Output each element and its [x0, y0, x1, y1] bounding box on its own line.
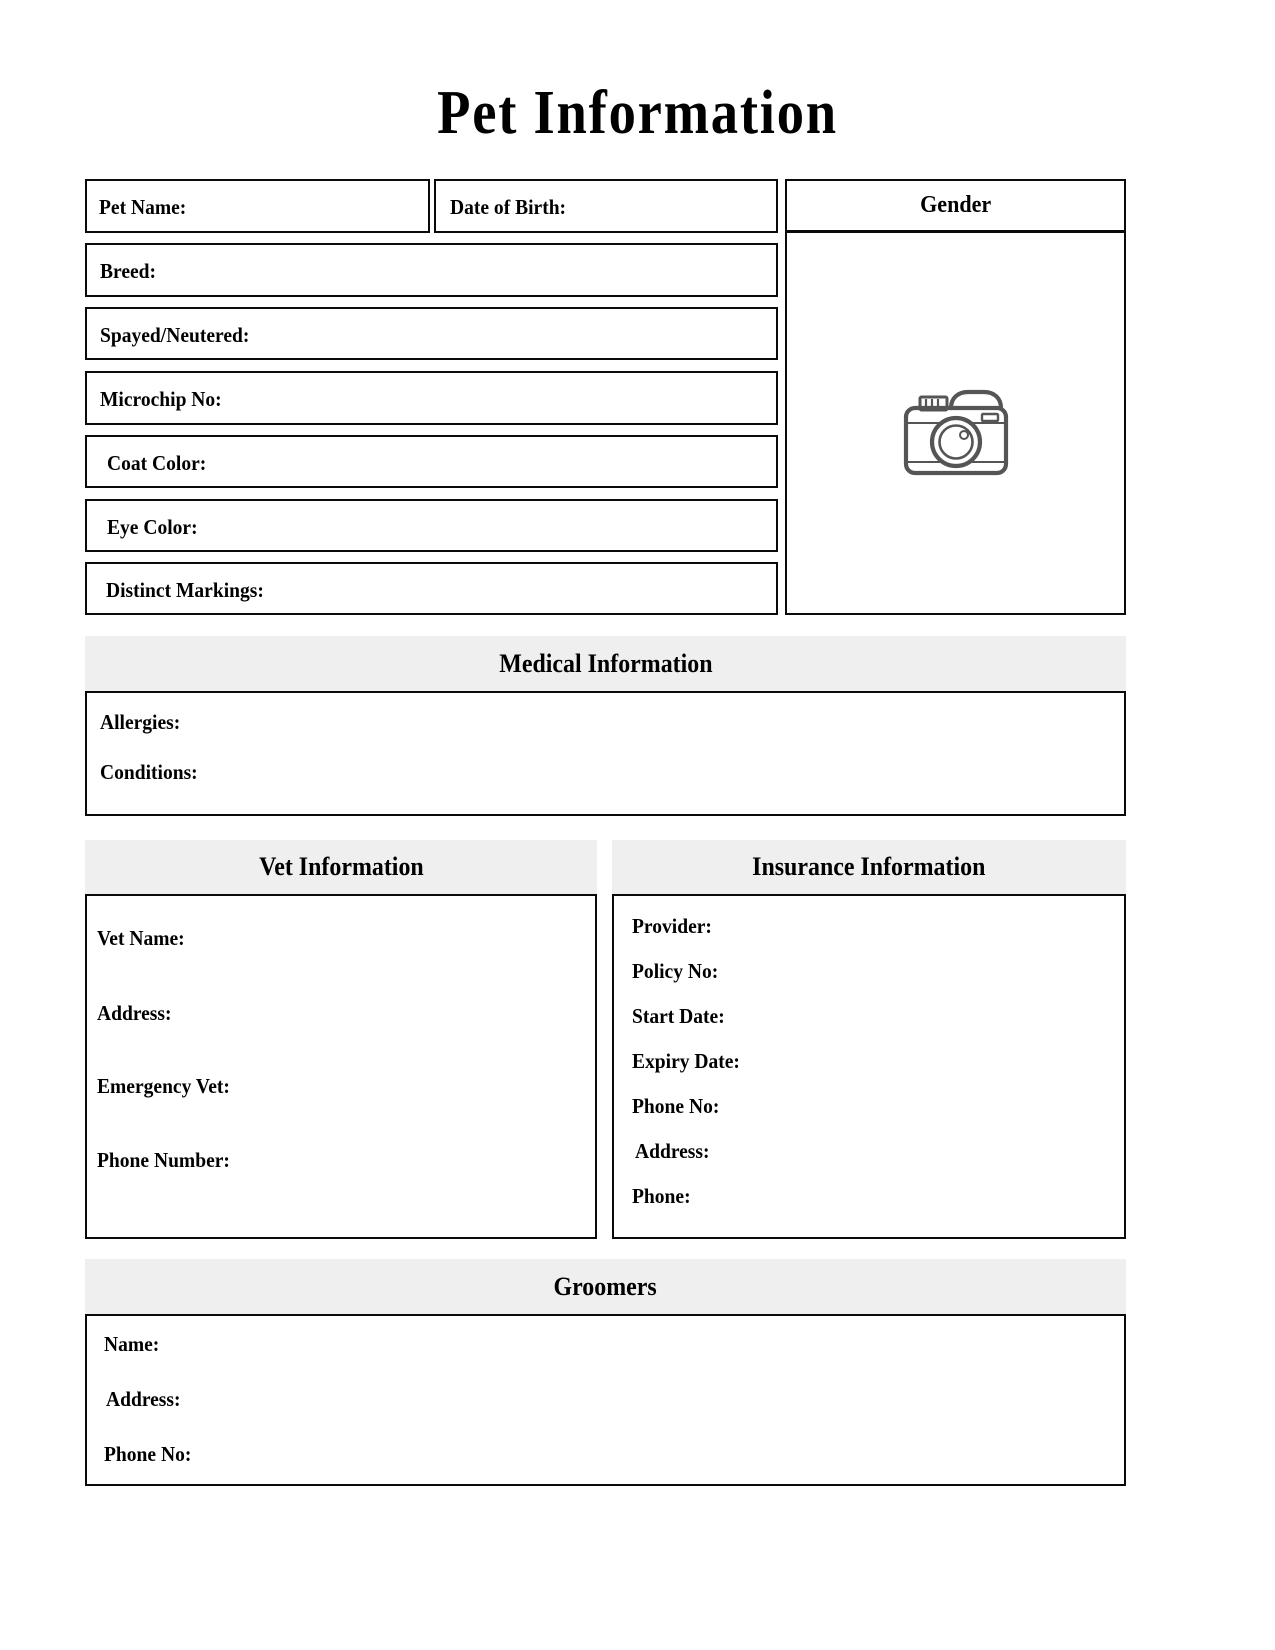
field-label-conditions: Conditions: [100, 760, 198, 784]
field-coat-color[interactable] [85, 435, 778, 488]
section-body-medical[interactable] [85, 691, 1126, 816]
field-label-groomer-phone-no: Phone No: [104, 1442, 192, 1466]
section-body-vet[interactable] [85, 894, 597, 1239]
section-header-groomers [85, 1259, 1126, 1314]
field-label-pet-name: Pet Name: [99, 195, 187, 219]
section-title-vet: Vet Information [258, 852, 424, 881]
field-label-distinct-markings: Distinct Markings: [106, 578, 264, 602]
field-label-microchip-no: Microchip No: [100, 387, 222, 411]
field-distinct-markings[interactable] [85, 562, 778, 615]
field-label-provider: Provider: [632, 914, 712, 938]
field-pet-name[interactable] [85, 179, 430, 233]
gender-header-label: Gender [919, 192, 992, 218]
section-title-groomers: Groomers [553, 1271, 658, 1301]
section-body-insurance[interactable] [612, 894, 1126, 1239]
field-label-policy-no: Policy No: [632, 959, 719, 983]
field-label-expiry-date: Expiry Date: [632, 1049, 740, 1073]
field-label-breed: Breed: [100, 259, 157, 283]
field-label-insurance-phone: Phone: [632, 1184, 691, 1208]
field-breed[interactable] [85, 243, 778, 297]
field-label-emergency-vet: Emergency Vet: [97, 1074, 230, 1098]
section-header-vet [85, 840, 597, 894]
gender-header [785, 179, 1126, 233]
field-label-groomer-name: Name: [104, 1332, 160, 1356]
field-label-date-of-birth: Date of Birth: [450, 195, 567, 219]
section-title-insurance: Insurance Information [752, 852, 986, 881]
field-microchip-no[interactable] [85, 371, 778, 425]
field-label-spayed-neutered: Spayed/Neutered: [100, 323, 250, 347]
field-label-vet-name: Vet Name: [97, 926, 185, 950]
field-label-insurance-address: Address: [635, 1139, 710, 1163]
field-label-coat-color: Coat Color: [107, 451, 207, 475]
section-header-medical [85, 636, 1126, 691]
gender-photo-area[interactable] [785, 233, 1126, 615]
section-title-medical: Medical Information [498, 648, 713, 678]
field-label-groomer-address: Address: [106, 1387, 181, 1411]
field-label-eye-color: Eye Color: [107, 515, 198, 539]
field-label-start-date: Start Date: [632, 1004, 725, 1028]
field-label-vet-phone-number: Phone Number: [97, 1148, 230, 1172]
section-header-insurance [612, 840, 1126, 894]
page-title: Pet Information [437, 79, 838, 147]
field-spayed-neutered[interactable] [85, 307, 778, 360]
field-date-of-birth[interactable] [434, 179, 778, 233]
section-body-groomers[interactable] [85, 1314, 1126, 1486]
field-eye-color[interactable] [85, 499, 778, 552]
field-label-insurance-phone-no: Phone No: [632, 1094, 720, 1118]
camera-icon [894, 383, 1018, 488]
field-label-allergies: Allergies: [100, 710, 181, 734]
field-label-vet-address: Address: [97, 1001, 172, 1025]
